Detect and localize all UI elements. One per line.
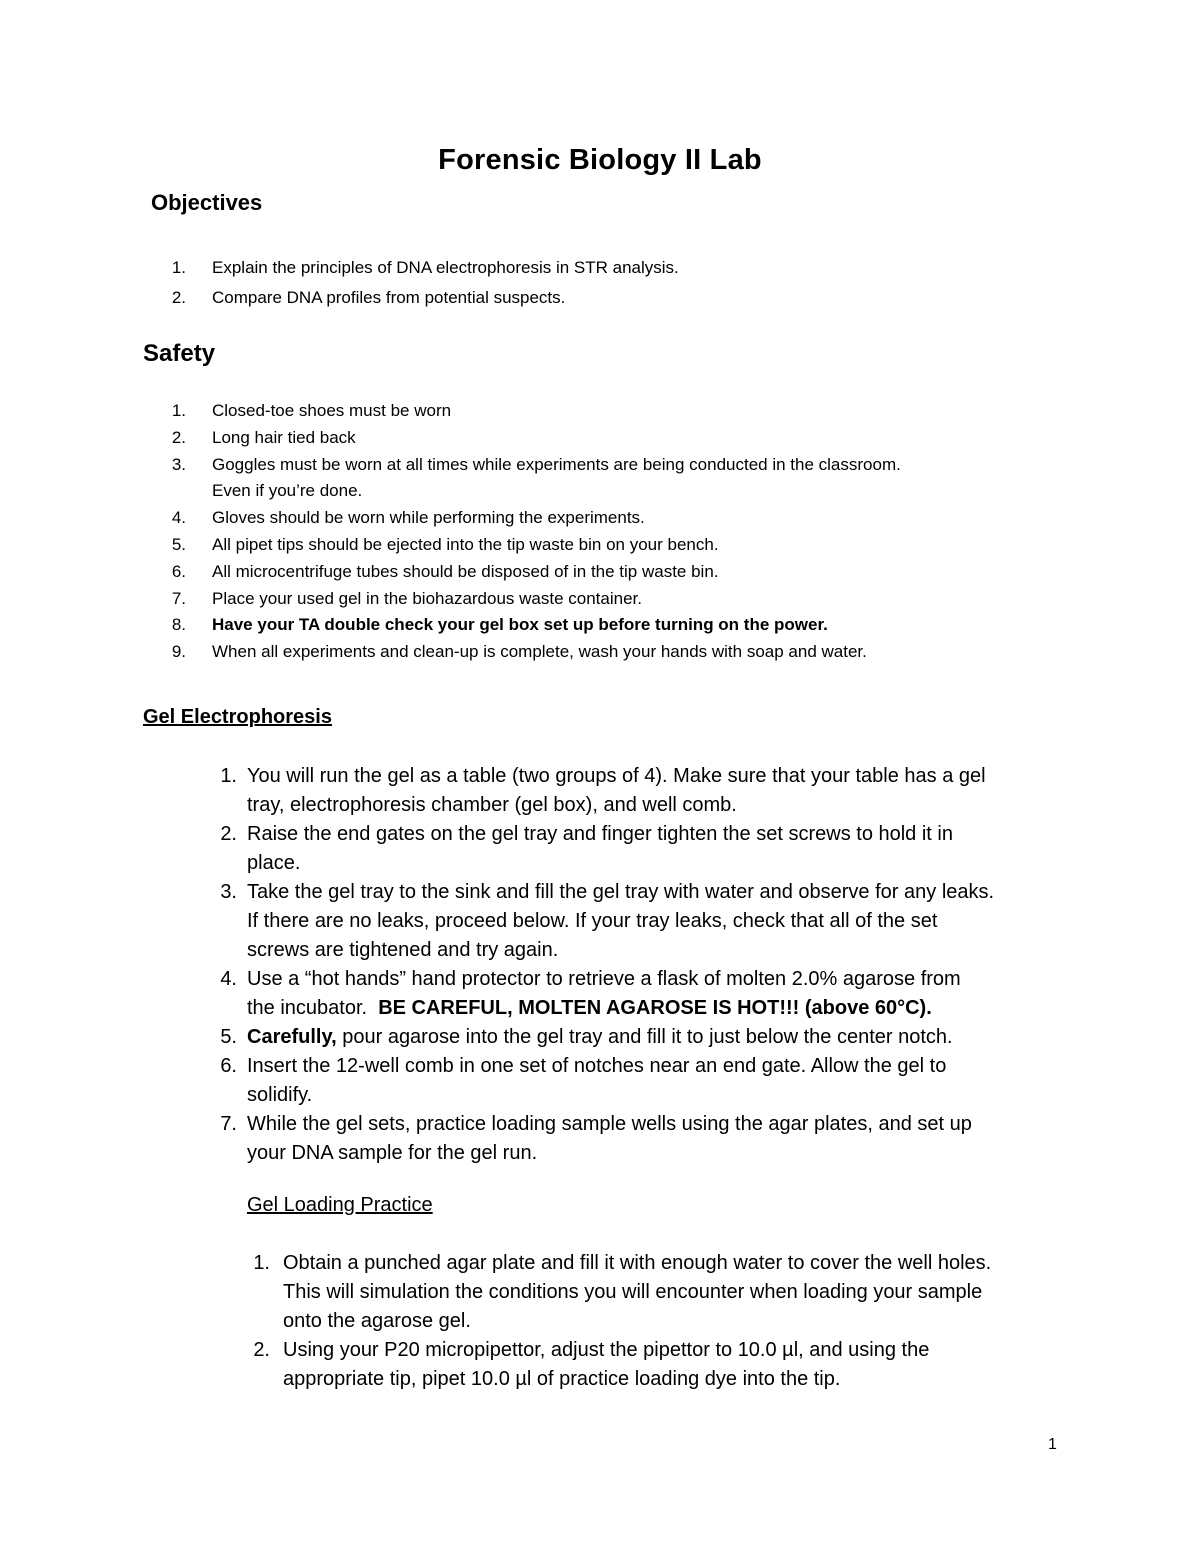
- list-item: 4. Use a “hot hands” hand protector to retrieve a flask of molten 2.0% agarose from the incubator. BE CAREFUL, MOLTEN AGAROSE IS HOT!!! (above 60°C).: [220, 968, 961, 1019]
- list-item: 1. Closed-toe shoes must be worn: [171, 401, 452, 420]
- document-title: Forensic Biology II Lab: [438, 144, 762, 176]
- list-item: 4. Gloves should be worn while performing the experiments.: [171, 508, 645, 528]
- list-item: 5. Carefully, pour agarose into the gel tray and fill it to just below the center notch.: [220, 1026, 953, 1048]
- gel-loading-practice-list: [143, 1249, 1111, 1394]
- safety-list: [142, 398, 901, 666]
- list-item: 6. Insert the 12-well comb in one set of notches near an end gate. Allow the gel to solidify.: [220, 1055, 947, 1106]
- list-item: 3. Goggles must be worn at all times while experiments are being conducted in the classroom. Even if you’re done.: [171, 454, 901, 501]
- page-number: 1: [1048, 1436, 1057, 1453]
- gel-electrophoresis-list: [143, 762, 994, 1168]
- list-item: 9. When all experiments and clean-up is complete, wash your hands with soap and water.: [171, 642, 867, 662]
- list-item: 8. Have your TA double check your gel box set up before turning on the power.: [171, 615, 828, 635]
- list-item: 5. All pipet tips should be ejected into the tip waste bin on your bench.: [171, 534, 719, 554]
- list-item: 1. Obtain a punched agar plate and fill it with enough water to cover the well holes. This will simulation the conditions you will encounter when loading your sample onto the agarose gel.: [253, 1252, 992, 1332]
- gel-loading-practice-heading: Gel Loading Practice: [247, 1194, 433, 1216]
- hot-agarose-warning: BE CAREFUL, MOLTEN AGAROSE IS HOT!!! (above 60°C).: [378, 997, 932, 1019]
- list-item: 2. Compare DNA profiles from potential suspects.: [171, 288, 566, 307]
- safety-heading: Safety: [143, 340, 216, 367]
- gel-electrophoresis-heading: Gel Electrophoresis: [143, 706, 332, 728]
- list-item: 2. Long hair tied back: [171, 427, 356, 447]
- objectives-heading: Objectives: [151, 190, 263, 215]
- list-item: 6. All microcentrifuge tubes should be disposed of in the tip waste bin.: [171, 561, 719, 581]
- list-item: 2. Raise the end gates on the gel tray and finger tighten the set screws to hold it in place.: [220, 823, 953, 874]
- list-item: 2. Using your P20 micropipettor, adjust the pipettor to 10.0 µl, and using the appropriate tip, pipet 10.0 µl of practice loading dye into the tip.: [253, 1339, 930, 1390]
- list-item: 1. Explain the principles of DNA electrophoresis in STR analysis.: [171, 258, 679, 277]
- list-item: 7. While the gel sets, practice loading sample wells using the agar plates, and set up your DNA sample for the gel run.: [220, 1113, 972, 1164]
- list-item: 7. Place your used gel in the biohazardous waste container.: [171, 588, 642, 608]
- objectives-list: [142, 253, 679, 313]
- list-item: 1. You will run the gel as a table (two groups of 4). Make sure that your table has a gel tray, electrophoresis chamber (gel box), and well comb.: [220, 765, 986, 816]
- list-item: 3. Take the gel tray to the sink and fill the gel tray with water and observe for any leaks. If there are no leaks, proceed below. If your tray leaks, check that all of the set screws are tightened and try again.: [220, 881, 995, 961]
